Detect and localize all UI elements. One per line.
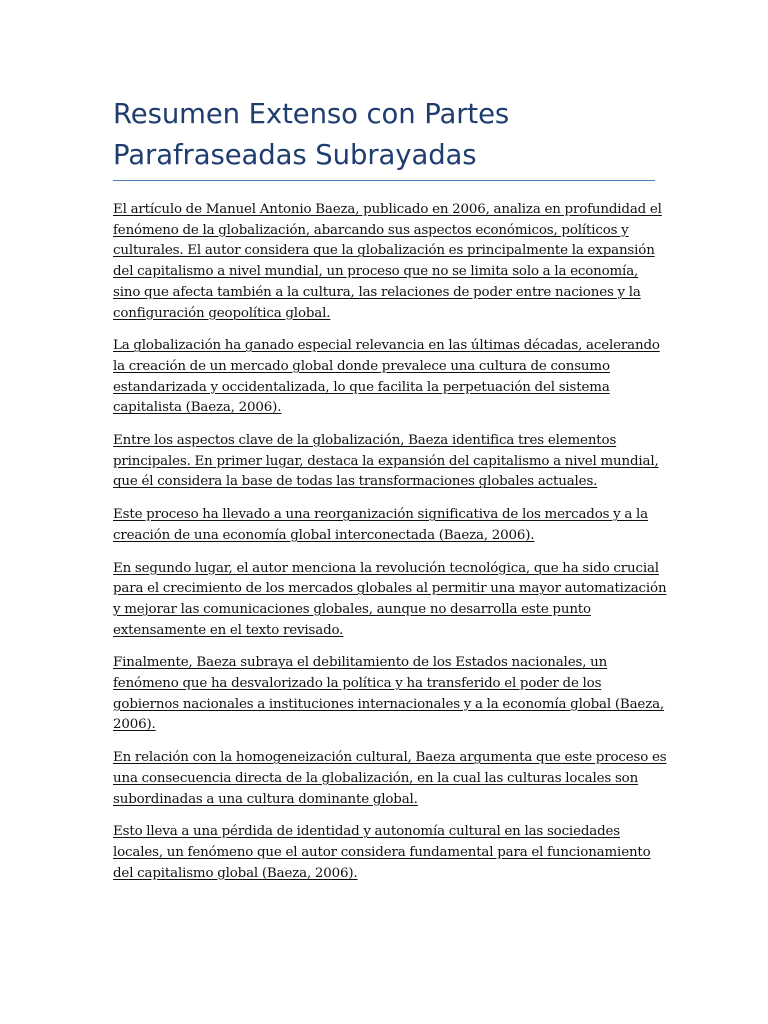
document-body: [113, 200, 668, 896]
paragraph-6: Finalmente, Baeza subraya el debilitamiento de los Estados nacionales, un fenómeno que ha desvalorizado la política y ha transferido el poder de los gobiernos nacionales a instituciones internacionales y a la economía global (Baeza, 2006).: [113, 655, 665, 733]
title-divider: [113, 180, 655, 181]
paragraph-8: Esto lleva a una pérdida de identidad y autonomía cultural en las sociedades locales, un fenómeno que el autor considera fundamental para el funcionamiento del capitalismo global (Baeza, 2006).: [113, 824, 651, 881]
paragraph-1: El artículo de Manuel Antonio Baeza, publicado en 2006, analiza en profundidad el fenómeno de la globalización, abarcando sus aspectos económicos, políticos y culturales. El autor considera que la globalización es principalmente la expansión del capitalismo a nivel mundial, un proceso que no se limita solo a la economía, sino que afecta también a la cultura, las relaciones de poder entre naciones y la configuración geopolítica global.: [113, 202, 662, 321]
paragraph-2: La globalización ha ganado especial relevancia en las últimas décadas, acelerando la creación de un mercado global donde prevalece una cultura de consumo estandarizada y occidentalizada, lo que facilita la perpetuación del sistema capitalista (Baeza, 2006).: [113, 338, 660, 416]
paragraph-3: Entre los aspectos clave de la globalización, Baeza identifica tres elementos principales. En primer lugar, destaca la expansión del capitalismo a nivel mundial, que él considera la base de todas las transformaciones globales actuales.: [113, 433, 659, 490]
paragraph-7: En relación con la homogeneización cultural, Baeza argumenta que este proceso es una consecuencia directa de la globalización, en la cual las culturas locales son subordinadas a una cultura dominante global.: [113, 750, 667, 807]
paragraph-4: Este proceso ha llevado a una reorganización significativa de los mercados y a la creación de una economía global interconectada (Baeza, 2006).: [113, 507, 648, 543]
page-title: Resumen Extenso con Partes Parafraseadas Subrayadas: [113, 98, 510, 171]
paragraph-5: En segundo lugar, el autor menciona la revolución tecnológica, que ha sido crucial para el crecimiento de los mercados globales al permitir una mayor automatización y mejorar las comunicaciones globales, aunque no desarrolla este punto extensamente en el texto revisado.: [113, 560, 667, 638]
